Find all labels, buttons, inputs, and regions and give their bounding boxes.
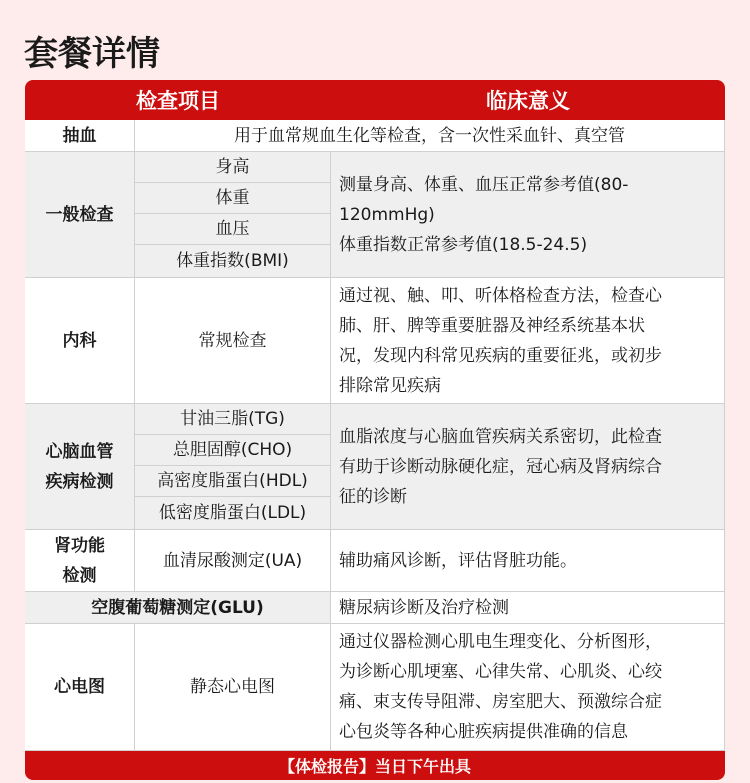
item-height: 身高 <box>135 152 331 183</box>
meaning-line: 体重指数正常参考值(18.5-24.5) <box>339 234 588 255</box>
package-detail-table <box>25 80 725 780</box>
meaning-line: 肺、肝、脾等重要脏器及神经系统基本状 <box>339 315 645 336</box>
category-line: 检测 <box>62 565 97 586</box>
meaning-line: 为诊断心肌埂塞、心律失常、心肌炎、心绞 <box>339 662 662 682</box>
category-general: 一般检查 <box>25 152 135 278</box>
meaning-cardio <box>331 404 725 530</box>
meaning-kidney: 辅助痛风诊断，评估肾脏功能。 <box>331 530 725 592</box>
meaning-line: 通过仪器检测心肌电生理变化、分析图形， <box>339 632 662 652</box>
item-cho: 总胆固醇(CHO) <box>135 435 331 466</box>
meaning-line: 心包炎等各种心脏疾病提供准确的信息 <box>339 722 628 742</box>
category-cardio <box>25 404 135 530</box>
item-bmi: 体重指数(BMI) <box>135 245 331 278</box>
meaning-internal <box>331 278 725 404</box>
category-line: 疾病检测 <box>45 471 114 492</box>
item-tg: 甘油三脂(TG) <box>135 404 331 435</box>
meaning-ecg <box>331 624 725 751</box>
header-exam-item: 检查项目 <box>25 80 331 120</box>
meaning-line: 征的诊断 <box>339 486 407 507</box>
category-internal: 内科 <box>25 278 135 404</box>
category-line: 肾功能 <box>54 535 105 556</box>
item-static-ecg: 静态心电图 <box>135 624 331 751</box>
header-clinical-meaning: 临床意义 <box>331 80 725 120</box>
meaning-general <box>331 152 725 278</box>
item-weight: 体重 <box>135 183 331 214</box>
item-hdl: 高密度脂蛋白(HDL) <box>135 466 331 497</box>
meaning-line: 血脂浓度与心脑血管疾病关系密切，此检查 <box>339 426 662 447</box>
item-uric-acid: 血清尿酸测定(UA) <box>135 530 331 592</box>
category-kidney <box>25 530 135 592</box>
meaning-line: 有助于诊断动脉硬化症，冠心病及肾病综合 <box>339 456 662 477</box>
item-routine-exam: 常规检查 <box>135 278 331 404</box>
category-ecg: 心电图 <box>25 624 135 751</box>
item-blood-pressure: 血压 <box>135 214 331 245</box>
category-line: 心脑血管 <box>45 441 114 462</box>
meaning-blood: 用于血常规血生化等检查，含一次性采血针、真空管 <box>135 120 725 152</box>
meaning-line: 通过视、触、叩、听体格检查方法，检查心 <box>339 285 662 306</box>
meaning-line: 120mmHg) <box>339 204 435 225</box>
category-blood: 抽血 <box>25 120 135 152</box>
meaning-line: 况，发现内科常见疾病的重要征兆，或初步 <box>339 345 662 366</box>
item-ldl: 低密度脂蛋白(LDL) <box>135 497 331 530</box>
meaning-glucose: 糖尿病诊断及治疗检测 <box>331 592 725 624</box>
report-footer: 【体检报告】当日下午出具 <box>25 751 725 780</box>
category-glucose: 空腹葡萄糖测定(GLU) <box>25 592 331 624</box>
meaning-line: 测量身高、体重、血压正常参考值(80- <box>339 174 629 195</box>
page-title: 套餐详情 <box>24 34 160 74</box>
meaning-line: 痛、束支传导阻滞、房室肥大、预激综合症 <box>339 692 662 712</box>
meaning-line: 排除常见疾病 <box>339 375 441 396</box>
